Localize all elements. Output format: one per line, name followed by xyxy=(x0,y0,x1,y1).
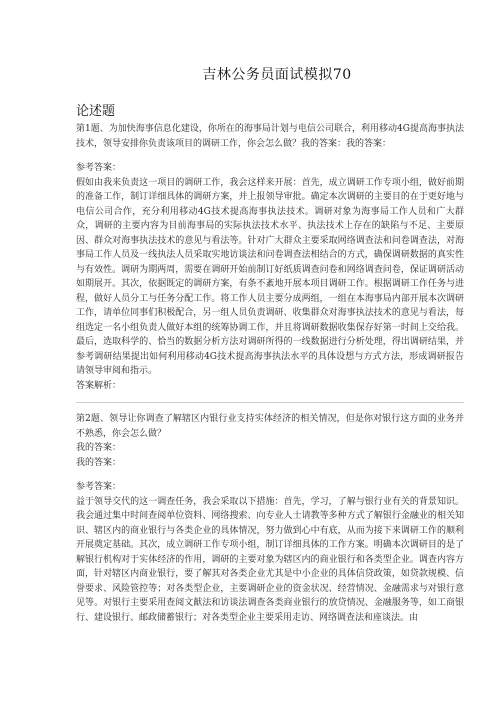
q1-reference-answer: 假如由我来负责这一项目的调研工作，我会这样来开展：首先，成立调研工作专项小组，做好前期的准备工作，制订详细具体的调研方案，并上报领导审批。确定本次调研的主要目的在于更好地与电信公司合作，充分利用移动4G技术提高海事执法技术。调研对象为海事局工作人员和广大群众，调研的主要内容为目前海事局的实际执法技术水平、执法技术上存在的缺陷与不足、主要原因、群众对海事执法技术的意见与看法等。针对广大群众主要采取网络调查法和问卷调查法，对海事局工作人员及一线执法人员采取实地访谈法和问卷调查法相结合的方式，确保调研数据的真实性与有效性。调研为期两周，需要在调研开始前制订好纸质调查问卷和网络调查问卷，保证调研活动如期展开。其次，依据既定的调研方案，有条不紊地开展本项目调研工作。根据调研工作任务与进程，做好人员分工与任务分配工作。将工作人员主要分成两组，一组在本海事局内部开展本次调研工作，请单位同事们积极配合，另一组人员负责调研、收集群众对海事执法技术的意见与看法，每组选定一名小组负责人做好本组的统筹协调工作，并且将调研数据收集保存好第一时间上交给我。最后，选取科学的、恰当的数据分析方法对调研所得的一线数据进行分析处理，得出调研结果，并参考调研结果提出如何利用移动4G技术提高海事执法水平的具体设想与方式方法，形成调研报告请领导审阅和指示。 xyxy=(76,177,464,376)
question-1: 第1题、为加快海事信息化建设，你所在的海事局计划与电信公司联合，利用移动4G提高海事执法技术，领导安排你负责该项目的调研工作，你会怎么做？我的答案：我的答案： xyxy=(76,124,464,149)
q2-reference-label: 参考答案： xyxy=(76,482,122,492)
q2-reference-answer: 益于领导交代的这一调查任务，我会采取以下措施：首先，学习，了解与银行业有关的背景知识。我会通过集中时间查阅单位资料、网络搜索、向专业人士请教等多种方式了解银行金融业的相关知识、辖区内的商业银行与各类企业的具体情况，努力做到心中有底，从而为接下来调研工作的顺利开展奠定基础。其次，成立调研工作专项小组，制订详细具体的工作方案。明确本次调研目的是了解银行机构对于实体经济的作用，调研的主要对象为辖区内的商业银行和各类型企业。调查内容方面，针对辖区内商业银行，要了解其对各类企业尤其是中小企业的具体信贷政策，如贷款规模、信誉要求、风险管控等；对各类型企业，主要调研企业的资金状况、经营情况、金融需求与对银行意见等。对银行主要采用查阅文献法和访谈法调查各类商业银行的放贷情况、金融服务等，如工商银行、建设银行、邮政储蓄银行；对各类型企业主要采用走访、网络调查法和座谈法。由 xyxy=(76,496,464,623)
q1-analysis-label: 答案解析： xyxy=(76,380,122,391)
document-title: 吉林公务员面试模拟70 xyxy=(202,67,352,83)
question-2: 第2题、领导让你调查了解辖区内银行业支持实体经济的相关情况，但是你对银行这方面的业务并不熟悉，你会怎么做？ xyxy=(76,414,464,439)
q1-reference-label: 参考答案： xyxy=(76,163,122,173)
q2-my-answer-2: 我的答案： xyxy=(76,457,122,468)
q2-my-answer-1: 我的答案： xyxy=(76,443,122,453)
section-heading: 论述题 xyxy=(76,104,116,119)
question-divider xyxy=(76,402,464,403)
